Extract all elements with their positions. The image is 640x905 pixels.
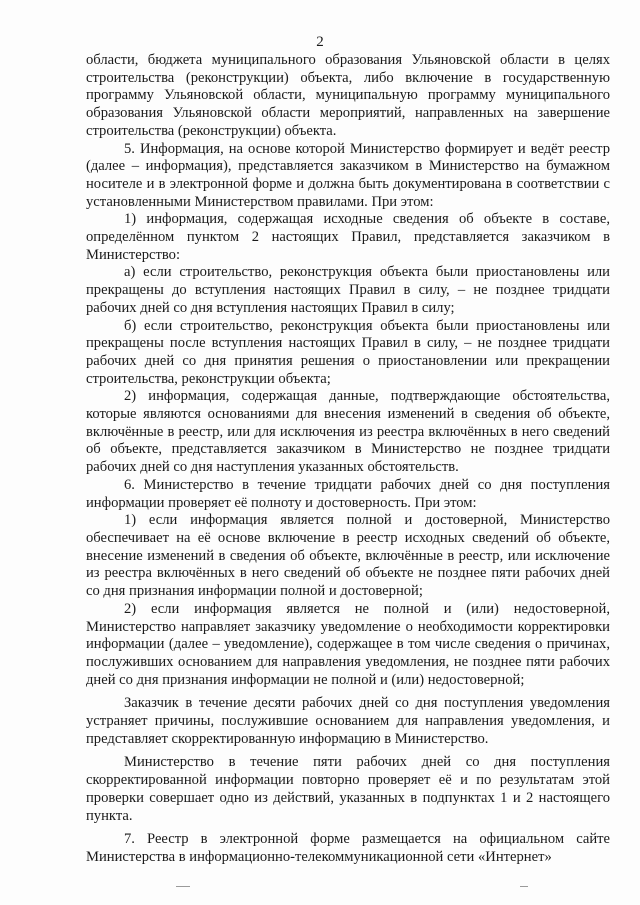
- paragraph-item-5-1-b: б) если строительство, реконструкция объекта были приостановлены или прекращены после вступления настоящих Правил в силу, – не позднее тридцати рабочих дней со дня принятия решения о приостановлении или прекращении строительства, реконструкции объекта;: [86, 317, 610, 387]
- page-number: 2: [316, 34, 324, 50]
- paragraph-continuation: области, бюджета муниципального образования Ульяновской области в целях строительства (реконструкции) объекта, либо включение в государственную программу Ульяновской области, муниципальную программу муниципального образования Ульяновской области мероприятий, направленных на завершение строительства (реконструкции) объекта.: [86, 52, 610, 139]
- paragraph-item-5-2: 2) информация, содержащая данные, подтверждающие обстоятельства, которые являются основаниями для внесения изменений в сведения об объекте, включённые в реестр, или для исключения из реестра включённых в него сведений об объекте, представляется заказчиком в Министерство не позднее тридцати рабочих дней со дня наступления указанных обстоятельств.: [86, 388, 610, 476]
- paragraph-item-5-1: 1) информация, содержащая исходные сведения об объекте в составе, определённом пунктом 2 настоящих Правил, представляется заказчиком в Министерство:: [86, 211, 610, 263]
- paragraph-customer-correction: Заказчик в течение десяти рабочих дней со дня поступления уведомления устраняет причины, послужившие основанием для направления уведомления, и представляет скорректированную информацию в Министерство.: [86, 695, 610, 747]
- scan-artifact: [520, 886, 528, 887]
- paragraph-item-6-2: 2) если информация является не полной и (или) недостоверной, Министерство направляет заказчику уведомление о необходимости корректировки информации (далее – уведомление), содержащее в том числе сведения о причинах, послуживших основанием для направления уведомления, не позднее пяти рабочих дней со дня признания информации не полной и (или) недостоверной;: [86, 600, 610, 688]
- scan-artifact: [176, 886, 190, 887]
- paragraph-item-5-1-a: а) если строительство, реконструкция объекта были приостановлены или прекращены до вступления настоящих Правил в силу, – не позднее тридцати рабочих дней со дня вступления настоящих Правил в силу;: [86, 264, 610, 316]
- document-body: [86, 52, 610, 867]
- paragraph-ministry-recheck: Министерство в течение пяти рабочих дней со дня поступления скорректированной информации повторно проверяет её и по результатам этой проверки совершает одно из действий, указанных в подпунктах 1 и 2 настоящего пункта.: [86, 754, 610, 824]
- paragraph-item-6-1: 1) если информация является полной и достоверной, Министерство обеспечивает на её основе включение в реестр исходных сведений об объекте, внесение изменений в сведения об объекте, включённые в реестр, или исключение из реестра включённых в него сведений об объекте не позднее пяти рабочих дней со дня признания информации полной и достоверной;: [86, 512, 610, 600]
- paragraph-item-5: 5. Информация, на основе которой Министерство формирует и ведёт реестр (далее – информация), представляется заказчиком в Министерство на бумажном носителе и в электронной форме и должна быть документирована в соответствии с установленными Министерством правилами. При этом:: [86, 140, 610, 210]
- paragraph-item-6: 6. Министерство в течение тридцати рабочих дней со дня поступления информации проверяет её полноту и достоверность. При этом:: [86, 476, 610, 511]
- paragraph-item-7: 7. Реестр в электронной форме размещается на официальном сайте Министерства в информационно-телекоммуникационной сети «Интернет»: [86, 831, 610, 865]
